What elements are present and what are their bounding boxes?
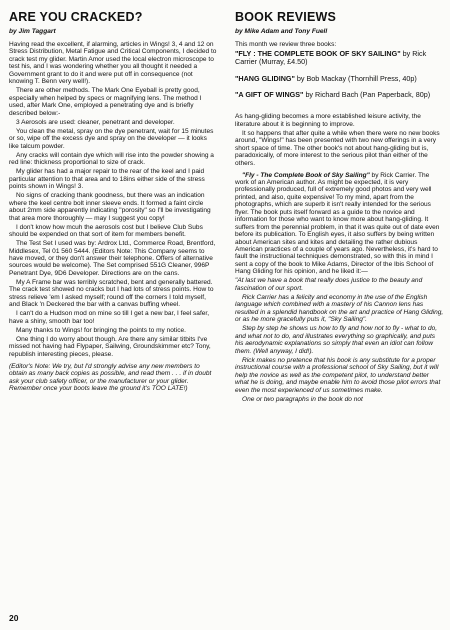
- paragraph: No signs of cracking thank goodness, but there was an indication where the keel centre bolt inner sleeve ends. It formed a faint circle about 2mm side apparently indicating "porosity" so I'll be investigating that area more thoroughly — may I suggest you copy!: [9, 192, 211, 222]
- article-book-reviews: [235, 10, 444, 405]
- book-entry: [235, 50, 444, 67]
- page-number: 20: [9, 613, 19, 623]
- quote-paragraph: Rick Carrier has a felicity and economy in the use of the English language which combined with a mastery of his Cannon lens has resulted in a splendid handbook on the art and practice of Hang Gliding, or as he more gracefully puts it, "Sky Sailing".: [235, 293, 444, 324]
- article-byline: by Jim Taggart: [9, 28, 56, 35]
- paragraph: I don't know how mcuh the aerosols cost but I believe Club Subs should be expended on that sort of item for members benefit.: [9, 223, 203, 239]
- paragraph: My glider has had a major repair to the rear of the keel and I paid particular attention to that area and to 18ins either side of the stress points shown in Wings! 3.: [9, 168, 205, 191]
- book-entry: [235, 75, 444, 83]
- paragraph: Any cracks will contain dye which will rise into the powder showing a red line: thickness proportional to size of crack.: [9, 151, 214, 167]
- article-byline: by Mike Adam and Tony Fuell: [235, 28, 328, 35]
- paragraph: I can't do a Hudson mod on mine so till I get a new bar, I feel safer, have a shiny, smooth bar too!: [9, 310, 210, 325]
- book-title: "A GIFT OF WINGS": [235, 89, 304, 99]
- paragraph: It so happens that after quite a while when there were no new books around, "Wings!" has been presented with two new offerings in a very short space of time. The other book's not about hang-gliding but is, paradoxically, of more interest to the serious pilot than either of the others.: [235, 129, 440, 167]
- book-info: by Bob Mackay (Thornhill Press, 40p): [296, 73, 417, 83]
- article-are-you-cracked: [9, 10, 217, 394]
- book-title: "HANG GLIDING": [235, 73, 295, 83]
- book-entry: [235, 91, 444, 99]
- paragraph: Having read the excellent, if alarming, articles in Wings! 3, 4 and 12 on Stress Distribution, Metal Fatigue and Critical Components, I decided to crack test my glider. Martin Amor used the local electron microscope to test his, and I was wondering whether you all thought it needed a Government grant to do it and were put off in consequence (not knowing T. Benn very well!).: [9, 41, 217, 86]
- paragraph: This month we review three books:: [235, 41, 337, 48]
- review-body: by Rick Carrier. The work of an American author. As might be expected, it is very professionally produced, full of extremely good photos and very well printed, and also, quite expensive! To my mind, apart from the photographs, which are superb it isn't really intended for the serious flyer. The book puts itself forward as a guide to the novice and information for those who want to know more about hang-gliding. It suffers from the perennial problem, in that it was quite out of date even before its publication. To English eyes, it also suffers by being written about American sites and kites and detailing the rather dubious American practices of a couple of years ago. Nevertheless, it's hard to fault the instructional techniques demonstrated, so with this in mind I sent a copy of the book to Mike Adams, Director of the Ibis School of Hang Gliding for his opinion, and he liked it:—: [235, 171, 440, 276]
- book-info: by Rick Carrier (Murray, £4.50): [235, 49, 427, 67]
- review-subtitle: "Fly - The Complete Book of Sky Sailing": [242, 171, 370, 179]
- book-info: by Richard Bach (Pan Paperback, 80p): [305, 89, 431, 99]
- quote-paragraph: Rick makes no pretence that his book is any substitute for a proper instructional course with a professional school of Sky Sailing, but it will help the novice as well as the competent pilot, to understand better what he is doing, and maybe enable him to avoid those pilot errors that even the most experienced of us sometimes make.: [235, 356, 441, 394]
- editor-note: (Editor's Note: We try, but I'd strongly advise any new members to obtain as many back copies as possible, and read them . . . if in doubt ask your club safety officer, or the manufacturer or your glider. Remember once your boots leave the ground it's TOO LATE!): [9, 362, 212, 393]
- book-title: "FLY : THE COMPLETE BOOK OF SKY SAILING": [235, 49, 401, 59]
- quote-paragraph: One or two paragraphs in the book do not: [242, 395, 363, 403]
- quote-paragraph: "At last we have a book that really does justice to the beauty and fascination of our sport.: [235, 277, 423, 292]
- article-title: BOOK REVIEWS: [235, 10, 337, 24]
- paragraph: There are other methods. The Mark One Eyeball is pretty good, especially when helped by specs or magnifying lens. The method I used, after Mark One, employed a penetrating dye and is briefly described below:-: [9, 87, 202, 117]
- paragraph: The Test Set I used was by: Ardrox Ltd., Commerce Road, Brentford, Middlesex, Tel 01 560 5444. (Editors Note: This Company seems to have moved, or they don't answer their telephone. Offers of alternative sources would be welcome). The Set comprised 551G Cleaner, 996P Penetrant Dye, 9D6 Developer. Directions are on the cans.: [9, 240, 216, 277]
- paragraph: One thing I do worry about though. Are there any similar titbits I've missed not having had Flypaper, Sailwing, Groundskimmer etc? Tony, republish interesting pieces, please.: [9, 335, 211, 358]
- paragraph: As hang-gliding becomes a more established leisure activity, the literature about it is beginning to improve.: [235, 113, 421, 128]
- paragraph: Many thanks to Wings! for bringing the points to my notice.: [16, 326, 186, 334]
- paragraph: 3 Aerosols are used: cleaner, penetrant and developer.: [16, 118, 175, 126]
- quote-paragraph: Step by step he shows us how to fly and how not to fly - what to do, and what not to do, and illustrates everything so graphically, and puts his aerodynamic explanations so simply that even an idiot can follow them. (Well anyway, I did!).: [235, 325, 438, 355]
- paragraph: You clean the metal, spray on the dye penetrant, wait for 15 minutes or so, wipe off the excess dye and spray on the developer — it looks like talcum powder.: [9, 127, 214, 150]
- paragraph: My A Frame bar was terribly scratched, bent and generally battered. The crack test showed no cracks but I had lots of stress points. How to stress relieve 'em I asked myself; round off the corners I told myself, and Black 'n Deckered the bar with a canvas buffing wheel.: [9, 278, 214, 309]
- review-paragraph: [235, 172, 444, 276]
- article-title: ARE YOU CRACKED?: [9, 10, 143, 24]
